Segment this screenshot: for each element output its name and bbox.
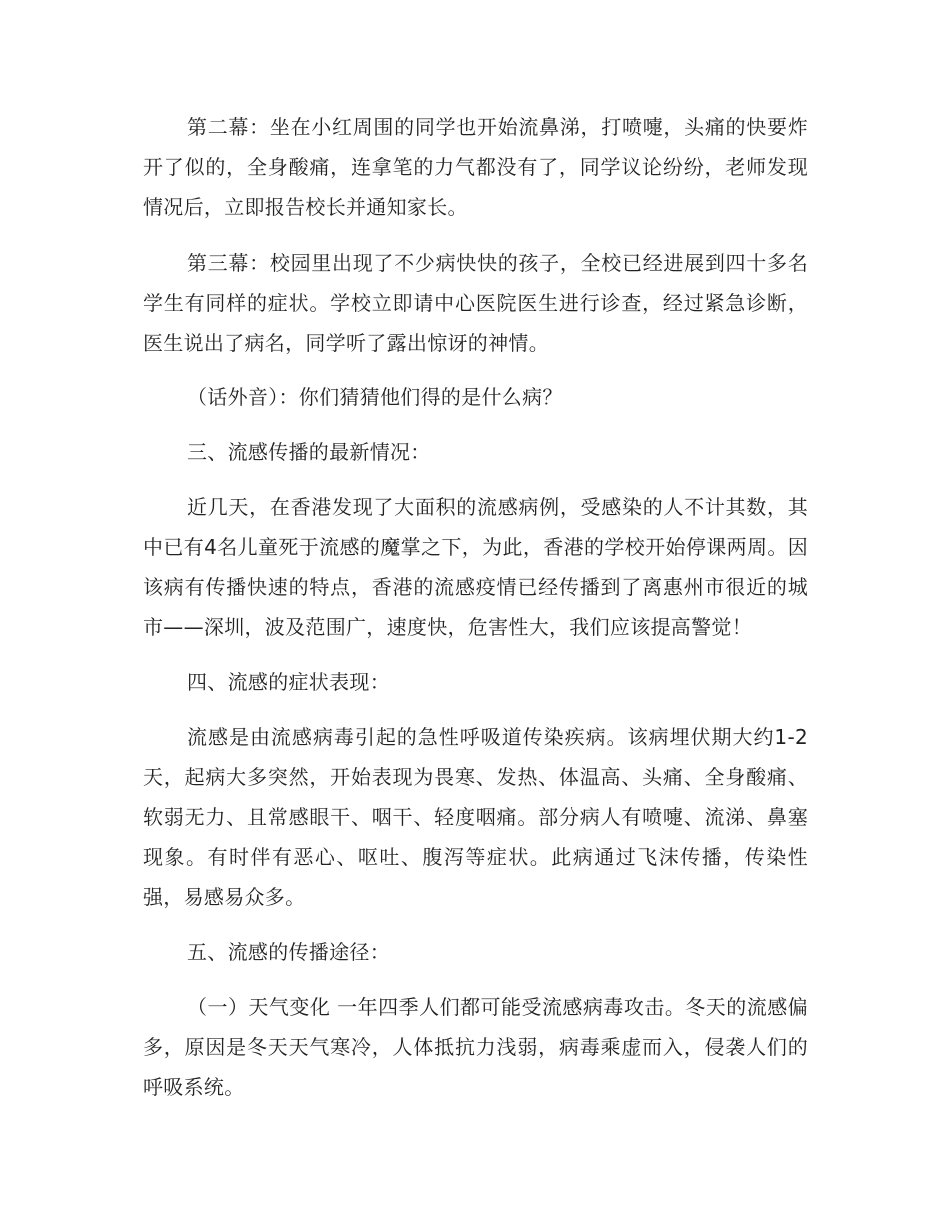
section-heading-five: 五、流感的传播途径： [187, 940, 390, 964]
paragraph-latest-situation: 近几天，在香港发现了大面积的流感病例，受感染的人不计其数，其中已有4名儿童死于流感的魔掌之下，为此，香港的学校开始停课两周。因该病有传播快速的特点，香港的流感疫情已经传播到了离惠州市很近的城市——深圳，波及范围广，速度快，危害性大，我们应该提高警觉！ [143, 495, 808, 639]
paragraph-voiceover: （话外音）：你们猜猜他们得的是什么病？ [187, 385, 563, 409]
section-heading-three: 三、流感传播的最新情况： [187, 440, 431, 464]
paragraph-weather-change: （一）天气变化 一年四季人们都可能受流感病毒攻击。冬天的流感偏多，原因是冬天天气寒冷，人体抵抗力浅弱，病毒乘虚而入，侵袭人们的呼吸系统。 [143, 995, 808, 1099]
paragraph-scene-two: 第二幕：坐在小红周围的同学也开始流鼻涕，打喷嚏，头痛的快要炸开了似的，全身酸痛，连拿笔的力气都没有了，同学议论纷纷，老师发现情况后，立即报告校长并通知家长。 [143, 115, 808, 219]
paragraph-scene-three: 第三幕：校园里出现了不少病快快的孩子，全校已经进展到四十多名学生有同样的症状。学校立即请中心医院医生进行诊查，经过紧急诊断，医生说出了病名，同学听了露出惊讶的神情。 [143, 251, 808, 355]
document-body [143, 107, 808, 1107]
paragraph-symptoms: 流感是由流感病毒引起的急性呼吸道传染疾病。该病埋伏期大约1-2天，起病大多突然，开始表现为畏寒、发热、体温高、头痛、全身酸痛、软弱无力、且常感眼干、咽干、轻度咽痛。部分病人有喷嚏、流涕、鼻塞现象。有时伴有恶心、呕吐、腹泻等症状。此病通过飞沫传播，传染性强，易感易众多。 [143, 725, 808, 909]
section-heading-four: 四、流感的症状表现： [187, 670, 390, 694]
